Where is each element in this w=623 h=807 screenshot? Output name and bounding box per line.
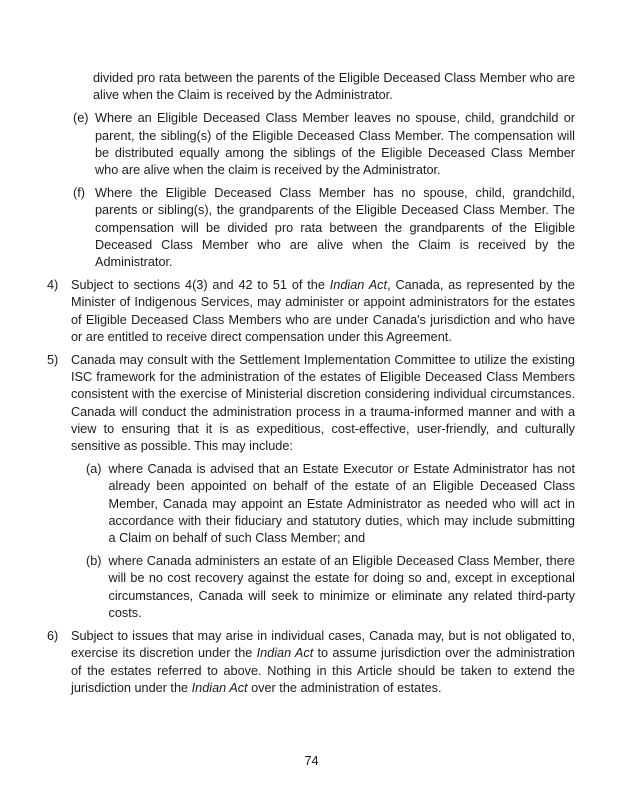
paragraph-text: divided pro rata between the parents of the Eligible Deceased Class Member who are alive when the Claim is received by the Administrator.: [93, 71, 575, 103]
paragraph-text: Subject to sections 4(3) and 42 to 51 of the: [71, 278, 330, 293]
list-item-b: [86, 553, 575, 622]
list-marker: 5): [47, 353, 59, 368]
list-item-6: [47, 628, 575, 697]
paragraph-continuation: [93, 70, 575, 104]
list-item-5: [47, 352, 575, 455]
list-item-4: [47, 277, 575, 346]
paragraph-text: , Canada, as represented by the Minister of Indigenous Services, may administer or appoint administrators for the estates of Eligible Deceased Class Members who are under Canada's jurisdiction and who have or are entitled to receive direct compensation under this Agreement.: [71, 278, 575, 344]
list-marker: 6): [47, 629, 59, 644]
page-number: 74: [304, 754, 319, 768]
paragraph-text: over the administration of estates.: [247, 680, 442, 695]
list-marker: (f): [73, 186, 85, 201]
list-item-e: [73, 110, 575, 179]
document-body: [47, 70, 575, 703]
paragraph-text: where Canada is advised that an Estate Executor or Estate Administrator has not already been appointed on behalf of the estate of an Eligible Deceased Class Member, Canada may appoint an Estate Administrator as needed who will act in accordance with their fiduciary and statutory duties, which may include submitting a Claim on behalf of such Class Member; and: [108, 462, 575, 546]
paragraph-text: Where an Eligible Deceased Class Member leaves no spouse, child, grandchild or parent, the sibling(s) of the Eligible Deceased Class Member. The compensation will be distributed equally among the siblings of the Eligible Deceased Class Member who are alive when the claim is received by the Administrator.: [95, 111, 575, 178]
list-marker: (a): [86, 462, 102, 477]
paragraph-text: Canada may consult with the Settlement Implementation Committee to utilize the existing ISC framework for the administration of the estates of Eligible Deceased Class Members consistent with the exercise of Ministerial discretion considering individual circumstances. Canada will conduct the administration process in a trauma-informed manner and with a view to ensuring that it is as expeditious, cost-effective, user-friendly, and culturally sensitive as possible. This may include:: [71, 353, 575, 454]
paragraph-text: to assume jurisdiction over the administration of the estates referred to above. Nothing in this Article should be taken to extend the jurisdiction under the: [71, 646, 575, 695]
list-marker: (b): [86, 554, 102, 569]
list-marker: 4): [47, 278, 59, 293]
italic-text-indian-act: Indian Act: [329, 278, 388, 293]
italic-text-indian-act: Indian Act: [256, 646, 314, 661]
paragraph-text: where Canada administers an estate of an Eligible Deceased Class Member, there will be no cost recovery against the estate for doing so and, except in exceptional circumstances, Canada will seek to minimize or eliminate any related third-party costs.: [108, 554, 575, 620]
paragraph-text: Where the Eligible Deceased Class Member has no spouse, child, grandchild, parents or sibling(s), the grandparents of the Eligible Deceased Class Member. The compensation will be divided pro rata between the grandparents of the Eligible Deceased Class Member who are alive when the Claim is received by the Administrator.: [95, 186, 575, 270]
paragraph-text: Subject to issues that may arise in individual cases, Canada may, but is not obligated to, exercise its discretion under the: [71, 629, 575, 661]
list-item-f: [73, 185, 575, 271]
list-marker: (e): [73, 111, 89, 126]
list-item-a: [86, 461, 575, 547]
italic-text-indian-act: Indian Act: [191, 680, 248, 695]
